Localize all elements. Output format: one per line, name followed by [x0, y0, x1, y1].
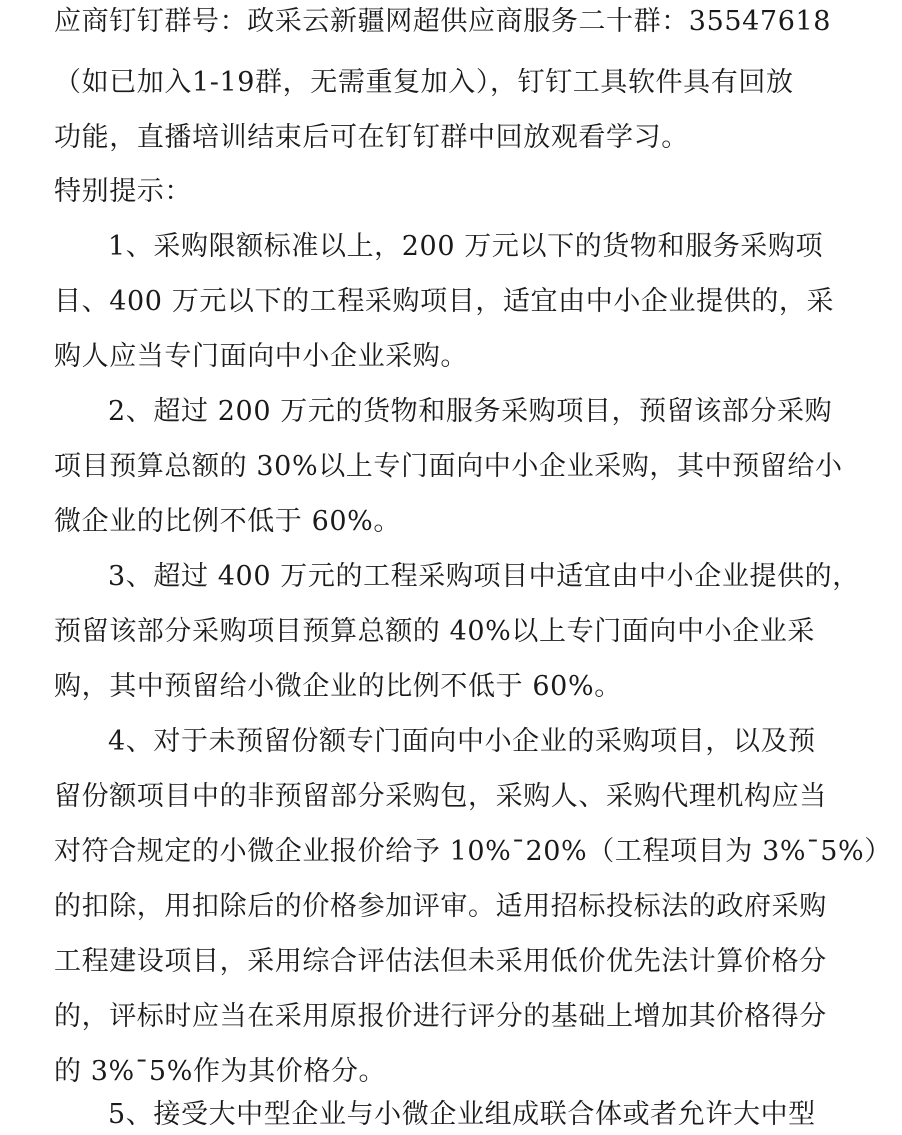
item-3-line: 预留该部分采购项目预算总额的 40%以上专门面向中小企业采	[54, 616, 815, 647]
item-3-line: 3、超过 400 万元的工程采购项目中适宜由中小企业提供的，	[108, 561, 860, 592]
item-4-line: 对符合规定的小微企业报价给予 10%¯20%（工程项目为 3%¯5%）	[54, 836, 892, 867]
item-4-line: 的，评标时应当在采用原报价进行评分的基础上增加其价格得分	[54, 1001, 827, 1032]
text-line: 应商钉钉群号：政采云新疆网超供应商服务二十群：35547618	[54, 6, 832, 37]
section-heading: 特别提示：	[54, 176, 192, 207]
item-1-line: 目、400 万元以下的工程采购项目，适宜由中小企业提供的，采	[54, 286, 835, 317]
item-3-line: 购，其中预留给小微企业的比例不低于 60%。	[54, 671, 622, 702]
item-2-line: 项目预算总额的 30%以上专门面向中小企业采购，其中预留给小	[54, 451, 843, 482]
item-2-line: 2、超过 200 万元的货物和服务采购项目，预留该部分采购	[108, 396, 833, 427]
item-1-line: 1、采购限额标准以上，200 万元以下的货物和服务采购项	[108, 231, 824, 262]
item-4-line: 的 3%¯5%作为其价格分。	[54, 1056, 387, 1087]
item-4-line: 4、对于未预留份额专门面向中小企业的采购项目，以及预	[108, 726, 816, 757]
text-line: （如已加入1-19群，无需重复加入），钉钉工具软件具有回放	[54, 67, 794, 98]
item-2-line: 微企业的比例不低于 60%。	[54, 506, 401, 537]
item-4-line: 的扣除，用扣除后的价格参加评审。适用招标投标法的政府采购	[54, 891, 827, 922]
item-4-line: 留份额项目中的非预留部分采购包，采购人、采购代理机构应当	[54, 781, 827, 812]
item-5-line: 5、接受大中型企业与小微企业组成联合体或者允许大中型	[108, 1099, 816, 1130]
text-line: 功能，直播培训结束后可在钉钉群中回放观看学习。	[54, 122, 689, 153]
item-4-line: 工程建设项目，采用综合评估法但未采用低价优先法计算价格分	[54, 946, 827, 977]
item-1-line: 购人应当专门面向中小企业采购。	[54, 341, 468, 372]
